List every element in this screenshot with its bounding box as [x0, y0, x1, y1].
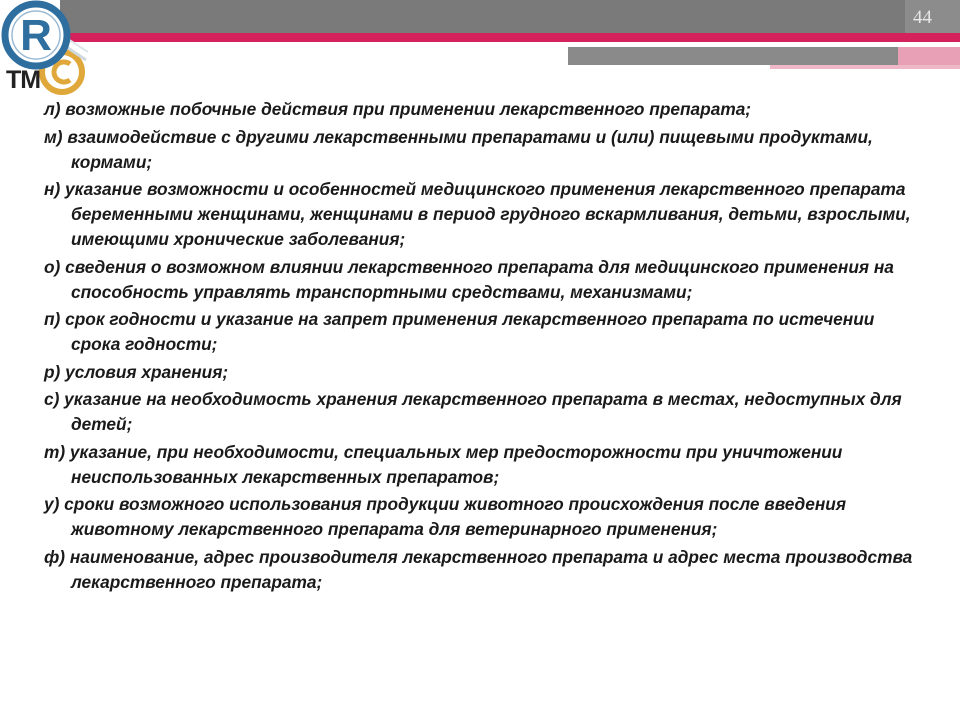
list-item: т) указание, при необходимости, специальных мер предосторожности при уничтожении неиспользованных лекарственных препаратов;	[44, 441, 843, 487]
header-bar-gray-lower	[568, 47, 898, 65]
header-bar-gray	[60, 0, 960, 33]
slide-number: 44	[913, 7, 932, 28]
registered-trademark-logo-icon	[0, 0, 92, 98]
list-item: р) условия хранения;	[44, 361, 229, 382]
header-bar-pink	[60, 33, 960, 42]
list-item: с) указание на необходимость хранения лекарственного препарата в местах, недоступных для детей;	[44, 389, 902, 434]
header-bar-pink-thin	[770, 65, 960, 69]
header-bar-pink-lower	[898, 47, 960, 65]
logo-tm-mark: TM	[6, 66, 41, 94]
list-item: у) сроки возможного использования продукции животного происхождения после введения животному лекарственного препарата для ветеринарного применения;	[44, 494, 847, 539]
logo-letter: R	[20, 11, 52, 60]
list-item: о) сведения о возможном влиянии лекарственного препарата для медицинского применения на способность управлять транспортными средствами, механизмами;	[44, 256, 894, 302]
list-item: н) указание возможности и особенностей медицинского применения лекарственного препарата беременными женщинами, женщинами в период грудного вскармливания, детьми, взрослыми, имеющими хронические заболевания;	[44, 179, 911, 249]
requirements-list	[44, 97, 924, 597]
list-item: м) взаимодействие с другими лекарственными препаратами и (или) пищевыми продуктами, кормами;	[44, 126, 873, 172]
list-item: п) срок годности и указание на запрет применения лекарственного препарата по истечении срока годности;	[44, 309, 875, 354]
list-item: л) возможные побочные действия при применении лекарственного препарата;	[44, 99, 752, 119]
list-item: ф) наименование, адрес производителя лекарственного препарата и адрес места производства лекарственного препарата;	[44, 546, 913, 592]
